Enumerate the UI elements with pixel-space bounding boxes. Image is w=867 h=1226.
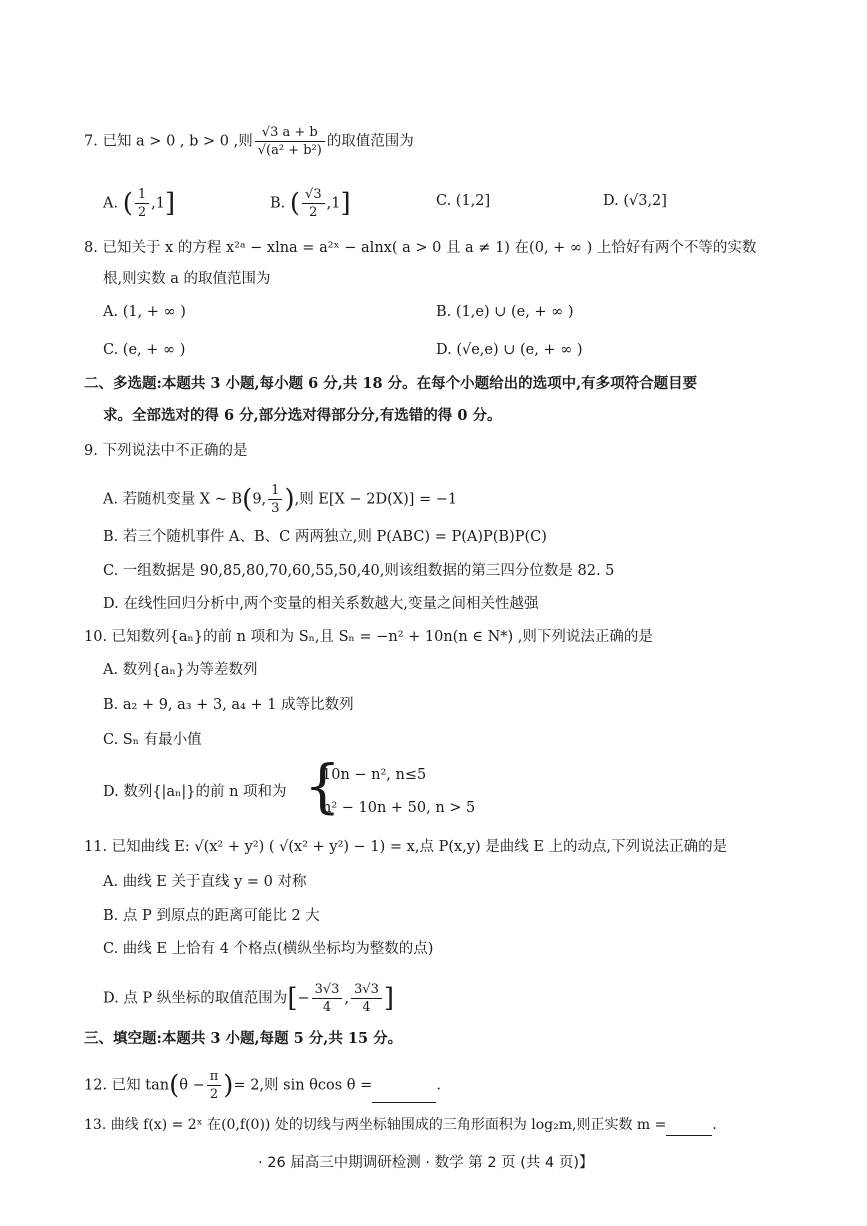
q11-d-prefix: D. 点 P 纵坐标的取值范围为 [103,990,288,1007]
q10-option-b: B. a₂ + 9, a₃ + 3, a₄ + 1 成等比数列 [103,697,354,713]
q13-answer-blank[interactable] [666,1121,712,1136]
q11-stem: 11. 已知曲线 E: √(x² + y²) ( √(x² + y²) − 1) = x,点 P(x,y) 是曲线 E 上的动点,下列说法正确的是 [84,839,728,855]
paren-open: ( [289,188,301,219]
frac-den: 2 [309,205,318,220]
q11-option-d: D. 点 P 纵坐标的取值范围为[− $\frac{3√3}{4}$ , $\frac{3√3}{4}$ ] [103,982,395,1015]
frac-num: 1 [268,482,282,500]
q12-fraction [207,1068,222,1103]
q9-option-a: A. 若随机变量 X ~ B(9, $\frac{1}{3}$ ),则 E[X − 2D(X)] = −1 [103,483,458,516]
option-letter: C. [436,193,452,209]
section3-heading: 三、填空题:本题共 3 小题,每题 5 分,共 15 分。 [84,1030,403,1047]
option-text: (√3,2] [623,193,667,209]
option-rest: ,1 [151,195,165,212]
q8-option-c: C. (e, + ∞ ) [103,342,186,358]
option-letter: D. [603,193,619,209]
frac-den: 2 [209,1087,219,1102]
q9-a-suffix: ,则 E[X − 2D(X)] = −1 [294,491,458,508]
q13-end: . [712,1117,717,1133]
q8-option-d: D. (√e,e) ∪ (e, + ∞ ) [436,342,583,358]
q8-option-a: A. (1, + ∞ ) [103,304,186,320]
q7-option-b [270,186,351,221]
q11-option-a: A. 曲线 E 关于直线 y = 0 对称 [103,874,307,890]
frac-num: √3 [302,186,325,204]
q7-b-fraction [302,186,325,221]
option-text: (1,2] [455,193,491,209]
frac-num: 3√3 [351,981,382,999]
q12-end: . [436,1077,441,1094]
q7-option-a [103,186,175,221]
q9-a-fraction [268,482,282,517]
q12-stem: 12. 已知 tan(θ − $\frac{\pi}{2}$ )= 2,则 sin θcos θ = . [84,1069,441,1102]
q7-frac-num: √3 a + b [255,124,325,142]
frac-num: π [207,1068,222,1086]
q11-d-fraction-1 [312,981,343,1016]
q10-option-d: D. 数列{|aₙ|}的前 n 项和为 [103,784,287,800]
q7-option-d [603,190,667,212]
q7-frac-den: √(a² + b²) [257,143,322,158]
q13-text: 13. 曲线 f(x) = 2ˣ 在(0,f(0)) 处的切线与两坐标轴围成的三角形面积为 log₂m,则正实数 m = [84,1117,667,1133]
q8-line1: 8. 已知关于 x 的方程 x²ᵃ − xlna = a²ˣ − alnx( a > 0 且 a ≠ 1) 在(0, + ∞ ) 上恰好有两个不等的实数 [84,240,757,256]
frac-den: 3 [271,501,280,516]
q9-a-arg: 9, [252,491,267,508]
q12-inner: θ − [179,1077,205,1094]
q10-d-case2: n² − 10n + 50, n > 5 [322,800,476,816]
q7-suffix: 的取值范围为 [326,133,414,150]
q7-prefix: 7. 已知 a > 0 , b > 0 ,则 [84,133,253,150]
q13-stem [84,1114,717,1136]
q12-suffix: = 2,则 sin θcos θ = [233,1077,373,1094]
frac-den: 2 [137,205,147,220]
q12-prefix: 12. 已知 tan [84,1077,170,1094]
section2-line2: 求。全部选对的得 6 分,部分选对得部分分,有选错的得 0 分。 [103,407,502,424]
frac-num: 3√3 [312,981,343,999]
q7-fraction [255,124,325,159]
option-rest: ,1 [326,195,341,212]
option-letter: A. [103,195,119,212]
q7-a-fraction [135,186,149,221]
q10-d-brace: { [304,752,341,820]
q11-d-fraction-2 [351,981,382,1016]
q10-option-c: C. Sₙ 有最小值 [103,732,202,748]
paren-open: ( [122,188,133,219]
q9-option-b: B. 若三个随机事件 A、B、C 两两独立,则 P(ABC) = P(A)P(B)P(C) [103,529,547,545]
q10-option-a: A. 数列{aₙ}为等差数列 [103,662,258,678]
q9-option-d: D. 在线性回归分析中,两个变量的相关系数越大,变量之间相关性越强 [103,596,539,612]
q9-option-c: C. 一组数据是 90,85,80,70,60,55,50,40,则该组数据的第三四分位数是 82. 5 [103,563,615,579]
frac-den: 4 [362,1000,371,1015]
q7-option-c [436,190,490,212]
q8-option-b: B. (1,e) ∪ (e, + ∞ ) [436,304,574,320]
q9-stem: 9. 下列说法中不正确的是 [84,443,248,459]
q11-option-b: B. 点 P 到原点的距离可能比 2 大 [103,908,320,924]
bracket-close: ] [164,188,176,219]
bracket-close: ] [340,188,351,219]
q8-line2: 根,则实数 a 的取值范围为 [103,271,271,287]
q10-stem: 10. 已知数列{aₙ}的前 n 项和为 Sₙ,且 Sₙ = −n² + 10n(n ∈ N*) ,则下列说法正确的是 [84,629,653,645]
q12-answer-blank[interactable] [372,1088,436,1103]
option-letter: B. [270,195,286,212]
frac-den: 4 [322,1000,332,1015]
q7-stem [84,124,414,159]
page-footer: · 26 届高三中期调研检测 · 数学 第 2 页 (共 4 页)】 [258,1155,594,1171]
q9-a-prefix: A. 若随机变量 X ~ B [103,491,243,508]
q11-option-c: C. 曲线 E 上恰有 4 个格点(横纵坐标均为整数的点) [103,941,434,957]
q10-d-case1: 10n − n², n≤5 [322,767,427,783]
frac-num: 1 [135,186,149,204]
section2-heading: 二、多选题:本题共 3 小题,每小题 6 分,共 18 分。在每个小题给出的选项中,有多项符合题目要 [84,375,698,392]
